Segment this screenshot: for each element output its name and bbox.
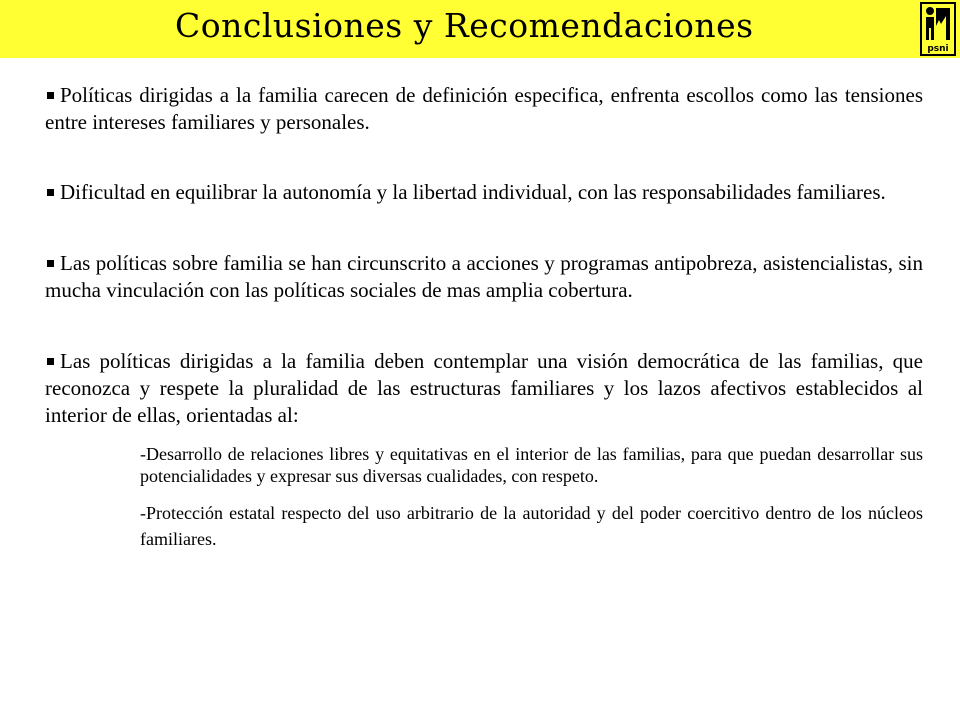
sub-list xyxy=(140,443,923,552)
page-title: Conclusiones y Recomendaciones xyxy=(175,6,754,45)
bullet-text: Dificultad en equilibrar la autonomía y la libertad individual, con las responsabilidades familiares. xyxy=(60,180,886,204)
bullet-marker-icon xyxy=(47,260,54,267)
slide-body xyxy=(45,82,923,552)
logo-text: psni xyxy=(927,44,949,54)
psni-logo xyxy=(920,2,956,56)
bullet-marker-icon xyxy=(47,92,54,99)
bullet-marker-icon xyxy=(47,189,54,196)
bullet-2 xyxy=(45,179,923,206)
bullet-text: Las políticas dirigidas a la familia deben contemplar una visión democrática de las familias, que reconozca y respete la pluralidad de las estructuras familiares y los lazos afectivos establecidos al interior de ellas, orientadas al: xyxy=(45,349,923,427)
sub-item-2: -Protección estatal respecto del uso arbitrario de la autoridad y del poder coercitivo dentro de los núcleos familiares. xyxy=(140,503,923,549)
bullet-3 xyxy=(45,250,923,304)
sub-item-1: -Desarrollo de relaciones libres y equitativas en el interior de las familias, para que puedan desarrollar sus potencialidades y expresar sus diversas cualidades, con respeto. xyxy=(140,444,923,486)
title-bar xyxy=(0,0,960,58)
bullet-text: Las políticas sobre familia se han circunscrito a acciones y programas antipobreza, asistencialistas, sin mucha vinculación con las políticas sociales de mas amplia cobertura. xyxy=(45,251,923,302)
bullet-1 xyxy=(45,82,923,136)
bullet-4 xyxy=(45,348,923,429)
bullet-marker-icon xyxy=(47,358,54,365)
bullet-text: Políticas dirigidas a la familia carecen de definición especifica, enfrenta escollos como las tensiones entre intereses familiares y personales. xyxy=(45,83,923,134)
